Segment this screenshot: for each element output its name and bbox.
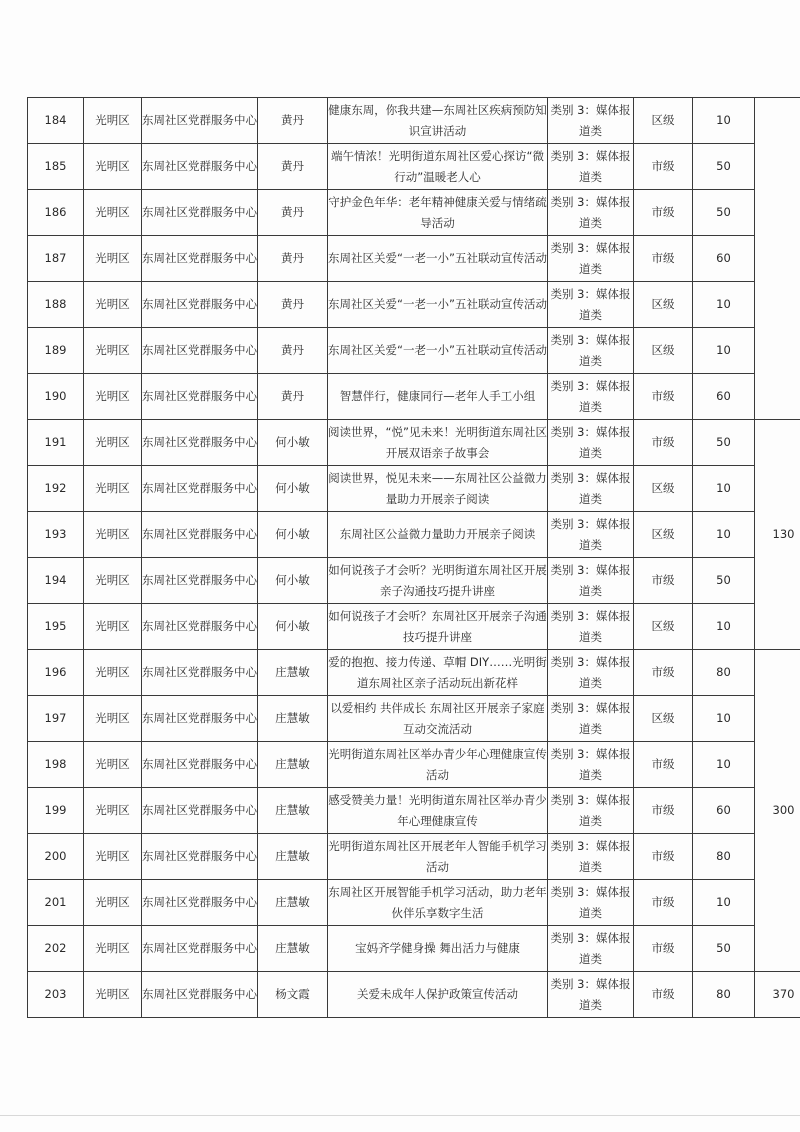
activity-title-cell: 健康东周，你我共建—东周社区疾病预防知识宣讲活动 [328, 98, 548, 144]
table-row [28, 742, 800, 788]
person-cell: 庄慧敏 [258, 742, 328, 788]
organization-cell: 东周社区党群服务中心 [142, 282, 258, 328]
organization-cell: 东周社区党群服务中心 [142, 558, 258, 604]
level-cell: 市级 [634, 834, 693, 880]
activity-title-cell: 如何说孩子才会听？东周社区开展亲子沟通技巧提升讲座 [328, 604, 548, 650]
points-cell: 10 [693, 512, 755, 558]
person-cell: 何小敏 [258, 604, 328, 650]
level-cell: 市级 [634, 144, 693, 190]
person-cell: 何小敏 [258, 558, 328, 604]
row-number-cell: 187 [28, 236, 84, 282]
organization-cell: 东周社区党群服务中心 [142, 144, 258, 190]
points-cell: 50 [693, 144, 755, 190]
organization-cell: 东周社区党群服务中心 [142, 696, 258, 742]
organization-cell: 东周社区党群服务中心 [142, 880, 258, 926]
category-cell: 类别 3：媒体报道类 [548, 466, 634, 512]
table-row [28, 972, 800, 1018]
activity-title-cell: 感受赞美力量！光明街道东周社区举办青少年心理健康宣传 [328, 788, 548, 834]
level-cell: 市级 [634, 190, 693, 236]
activity-title-cell: 东周社区关爱“一老一小”五社联动宣传活动 [328, 236, 548, 282]
category-cell: 类别 3：媒体报道类 [548, 972, 634, 1018]
table-row [28, 926, 800, 972]
points-cell: 10 [693, 282, 755, 328]
category-cell: 类别 3：媒体报道类 [548, 328, 634, 374]
level-cell: 市级 [634, 788, 693, 834]
district-cell: 光明区 [84, 926, 142, 972]
table-row [28, 788, 800, 834]
category-cell: 类别 3：媒体报道类 [548, 880, 634, 926]
organization-cell: 东周社区党群服务中心 [142, 236, 258, 282]
table-row [28, 282, 800, 328]
table-row [28, 604, 800, 650]
group-total-cell [755, 98, 800, 420]
points-cell: 50 [693, 420, 755, 466]
district-cell: 光明区 [84, 696, 142, 742]
organization-cell: 东周社区党群服务中心 [142, 834, 258, 880]
level-cell: 区级 [634, 512, 693, 558]
level-cell: 市级 [634, 650, 693, 696]
points-cell: 10 [693, 880, 755, 926]
table-row [28, 650, 800, 696]
points-cell: 60 [693, 374, 755, 420]
row-number-cell: 190 [28, 374, 84, 420]
level-cell: 市级 [634, 880, 693, 926]
category-cell: 类别 3：媒体报道类 [548, 926, 634, 972]
row-number-cell: 198 [28, 742, 84, 788]
activity-title-cell: 光明街道东周社区举办青少年心理健康宣传活动 [328, 742, 548, 788]
district-cell: 光明区 [84, 972, 142, 1018]
row-number-cell: 184 [28, 98, 84, 144]
category-cell: 类别 3：媒体报道类 [548, 650, 634, 696]
page-bottom-rule [0, 1115, 800, 1116]
points-cell: 80 [693, 834, 755, 880]
activity-title-cell: 关爱未成年人保护政策宣传活动 [328, 972, 548, 1018]
activity-table [27, 97, 800, 1018]
category-cell: 类别 3：媒体报道类 [548, 604, 634, 650]
organization-cell: 东周社区党群服务中心 [142, 328, 258, 374]
row-number-cell: 199 [28, 788, 84, 834]
district-cell: 光明区 [84, 144, 142, 190]
organization-cell: 东周社区党群服务中心 [142, 374, 258, 420]
level-cell: 市级 [634, 972, 693, 1018]
level-cell: 区级 [634, 328, 693, 374]
district-cell: 光明区 [84, 650, 142, 696]
activity-title-cell: 以爱相约 共伴成长 东周社区开展亲子家庭互动交流活动 [328, 696, 548, 742]
district-cell: 光明区 [84, 190, 142, 236]
table-row [28, 236, 800, 282]
category-cell: 类别 3：媒体报道类 [548, 190, 634, 236]
table-row [28, 880, 800, 926]
category-cell: 类别 3：媒体报道类 [548, 558, 634, 604]
table-row [28, 834, 800, 880]
points-cell: 10 [693, 328, 755, 374]
person-cell: 何小敏 [258, 420, 328, 466]
points-cell: 50 [693, 926, 755, 972]
level-cell: 区级 [634, 696, 693, 742]
level-cell: 市级 [634, 374, 693, 420]
level-cell: 市级 [634, 558, 693, 604]
person-cell: 黄丹 [258, 144, 328, 190]
category-cell: 类别 3：媒体报道类 [548, 236, 634, 282]
points-cell: 10 [693, 98, 755, 144]
row-number-cell: 201 [28, 880, 84, 926]
district-cell: 光明区 [84, 420, 142, 466]
activity-title-cell: 东周社区开展智能手机学习活动，助力老年伙伴乐享数字生活 [328, 880, 548, 926]
level-cell: 市级 [634, 742, 693, 788]
category-cell: 类别 3：媒体报道类 [548, 144, 634, 190]
activity-title-cell: 东周社区公益微力量助力开展亲子阅读 [328, 512, 548, 558]
person-cell: 杨文霞 [258, 972, 328, 1018]
category-cell: 类别 3：媒体报道类 [548, 512, 634, 558]
points-cell: 60 [693, 236, 755, 282]
organization-cell: 东周社区党群服务中心 [142, 420, 258, 466]
district-cell: 光明区 [84, 834, 142, 880]
category-cell: 类别 3：媒体报道类 [548, 374, 634, 420]
row-number-cell: 193 [28, 512, 84, 558]
category-cell: 类别 3：媒体报道类 [548, 696, 634, 742]
district-cell: 光明区 [84, 374, 142, 420]
table-body [28, 98, 800, 1018]
group-total-cell: 130 [755, 420, 800, 650]
row-number-cell: 189 [28, 328, 84, 374]
row-number-cell: 194 [28, 558, 84, 604]
row-number-cell: 197 [28, 696, 84, 742]
activity-title-cell: 阅读世界，“悦”见未来！光明街道东周社区开展双语亲子故事会 [328, 420, 548, 466]
district-cell: 光明区 [84, 236, 142, 282]
group-total-cell: 370 [755, 972, 800, 1018]
table-row [28, 328, 800, 374]
district-cell: 光明区 [84, 98, 142, 144]
level-cell: 市级 [634, 926, 693, 972]
activity-title-cell: 守护金色年华：老年精神健康关爱与情绪疏导活动 [328, 190, 548, 236]
table-row [28, 144, 800, 190]
points-cell: 80 [693, 972, 755, 1018]
table-row [28, 374, 800, 420]
person-cell: 何小敏 [258, 466, 328, 512]
person-cell: 庄慧敏 [258, 696, 328, 742]
organization-cell: 东周社区党群服务中心 [142, 604, 258, 650]
activity-title-cell: 端午情浓！光明街道东周社区爱心探访“微行动”温暖老人心 [328, 144, 548, 190]
points-cell: 10 [693, 742, 755, 788]
row-number-cell: 188 [28, 282, 84, 328]
category-cell: 类别 3：媒体报道类 [548, 834, 634, 880]
person-cell: 黄丹 [258, 236, 328, 282]
person-cell: 黄丹 [258, 282, 328, 328]
table-row [28, 98, 800, 144]
points-cell: 10 [693, 696, 755, 742]
level-cell: 区级 [634, 282, 693, 328]
district-cell: 光明区 [84, 512, 142, 558]
district-cell: 光明区 [84, 604, 142, 650]
group-total-cell: 300 [755, 650, 800, 972]
row-number-cell: 200 [28, 834, 84, 880]
table-row [28, 696, 800, 742]
district-cell: 光明区 [84, 328, 142, 374]
category-cell: 类别 3：媒体报道类 [548, 420, 634, 466]
row-number-cell: 185 [28, 144, 84, 190]
district-cell: 光明区 [84, 880, 142, 926]
table-row [28, 420, 800, 466]
row-number-cell: 202 [28, 926, 84, 972]
table-row [28, 466, 800, 512]
organization-cell: 东周社区党群服务中心 [142, 650, 258, 696]
row-number-cell: 192 [28, 466, 84, 512]
district-cell: 光明区 [84, 742, 142, 788]
activity-title-cell: 智慧伴行，健康同行—老年人手工小组 [328, 374, 548, 420]
table-row [28, 558, 800, 604]
level-cell: 区级 [634, 466, 693, 512]
organization-cell: 东周社区党群服务中心 [142, 926, 258, 972]
person-cell: 庄慧敏 [258, 834, 328, 880]
activity-title-cell: 爱的抱抱、接力传递、草帽 DIY……光明街道东周社区亲子活动玩出新花样 [328, 650, 548, 696]
points-cell: 80 [693, 650, 755, 696]
row-number-cell: 191 [28, 420, 84, 466]
activity-title-cell: 东周社区关爱“一老一小”五社联动宣传活动 [328, 328, 548, 374]
person-cell: 黄丹 [258, 98, 328, 144]
person-cell: 庄慧敏 [258, 880, 328, 926]
row-number-cell: 196 [28, 650, 84, 696]
person-cell: 黄丹 [258, 328, 328, 374]
person-cell: 何小敏 [258, 512, 328, 558]
district-cell: 光明区 [84, 788, 142, 834]
points-cell: 10 [693, 466, 755, 512]
activity-title-cell: 阅读世界，悦见未来——东周社区公益微力量助力开展亲子阅读 [328, 466, 548, 512]
person-cell: 庄慧敏 [258, 926, 328, 972]
activity-title-cell: 宝妈齐学健身操 舞出活力与健康 [328, 926, 548, 972]
points-cell: 10 [693, 604, 755, 650]
points-cell: 60 [693, 788, 755, 834]
row-number-cell: 203 [28, 972, 84, 1018]
activity-title-cell: 东周社区关爱“一老一小”五社联动宣传活动 [328, 282, 548, 328]
points-cell: 50 [693, 558, 755, 604]
category-cell: 类别 3：媒体报道类 [548, 282, 634, 328]
organization-cell: 东周社区党群服务中心 [142, 788, 258, 834]
category-cell: 类别 3：媒体报道类 [548, 98, 634, 144]
level-cell: 市级 [634, 236, 693, 282]
activity-title-cell: 光明街道东周社区开展老年人智能手机学习活动 [328, 834, 548, 880]
row-number-cell: 195 [28, 604, 84, 650]
person-cell: 庄慧敏 [258, 650, 328, 696]
level-cell: 市级 [634, 420, 693, 466]
district-cell: 光明区 [84, 558, 142, 604]
organization-cell: 东周社区党群服务中心 [142, 972, 258, 1018]
district-cell: 光明区 [84, 282, 142, 328]
person-cell: 庄慧敏 [258, 788, 328, 834]
table-row [28, 190, 800, 236]
organization-cell: 东周社区党群服务中心 [142, 742, 258, 788]
row-number-cell: 186 [28, 190, 84, 236]
person-cell: 黄丹 [258, 190, 328, 236]
organization-cell: 东周社区党群服务中心 [142, 466, 258, 512]
district-cell: 光明区 [84, 466, 142, 512]
level-cell: 区级 [634, 604, 693, 650]
level-cell: 区级 [634, 98, 693, 144]
organization-cell: 东周社区党群服务中心 [142, 190, 258, 236]
points-cell: 50 [693, 190, 755, 236]
category-cell: 类别 3：媒体报道类 [548, 788, 634, 834]
person-cell: 黄丹 [258, 374, 328, 420]
category-cell: 类别 3：媒体报道类 [548, 742, 634, 788]
activity-title-cell: 如何说孩子才会听？光明街道东周社区开展亲子沟通技巧提升讲座 [328, 558, 548, 604]
table-row [28, 512, 800, 558]
organization-cell: 东周社区党群服务中心 [142, 512, 258, 558]
organization-cell: 东周社区党群服务中心 [142, 98, 258, 144]
